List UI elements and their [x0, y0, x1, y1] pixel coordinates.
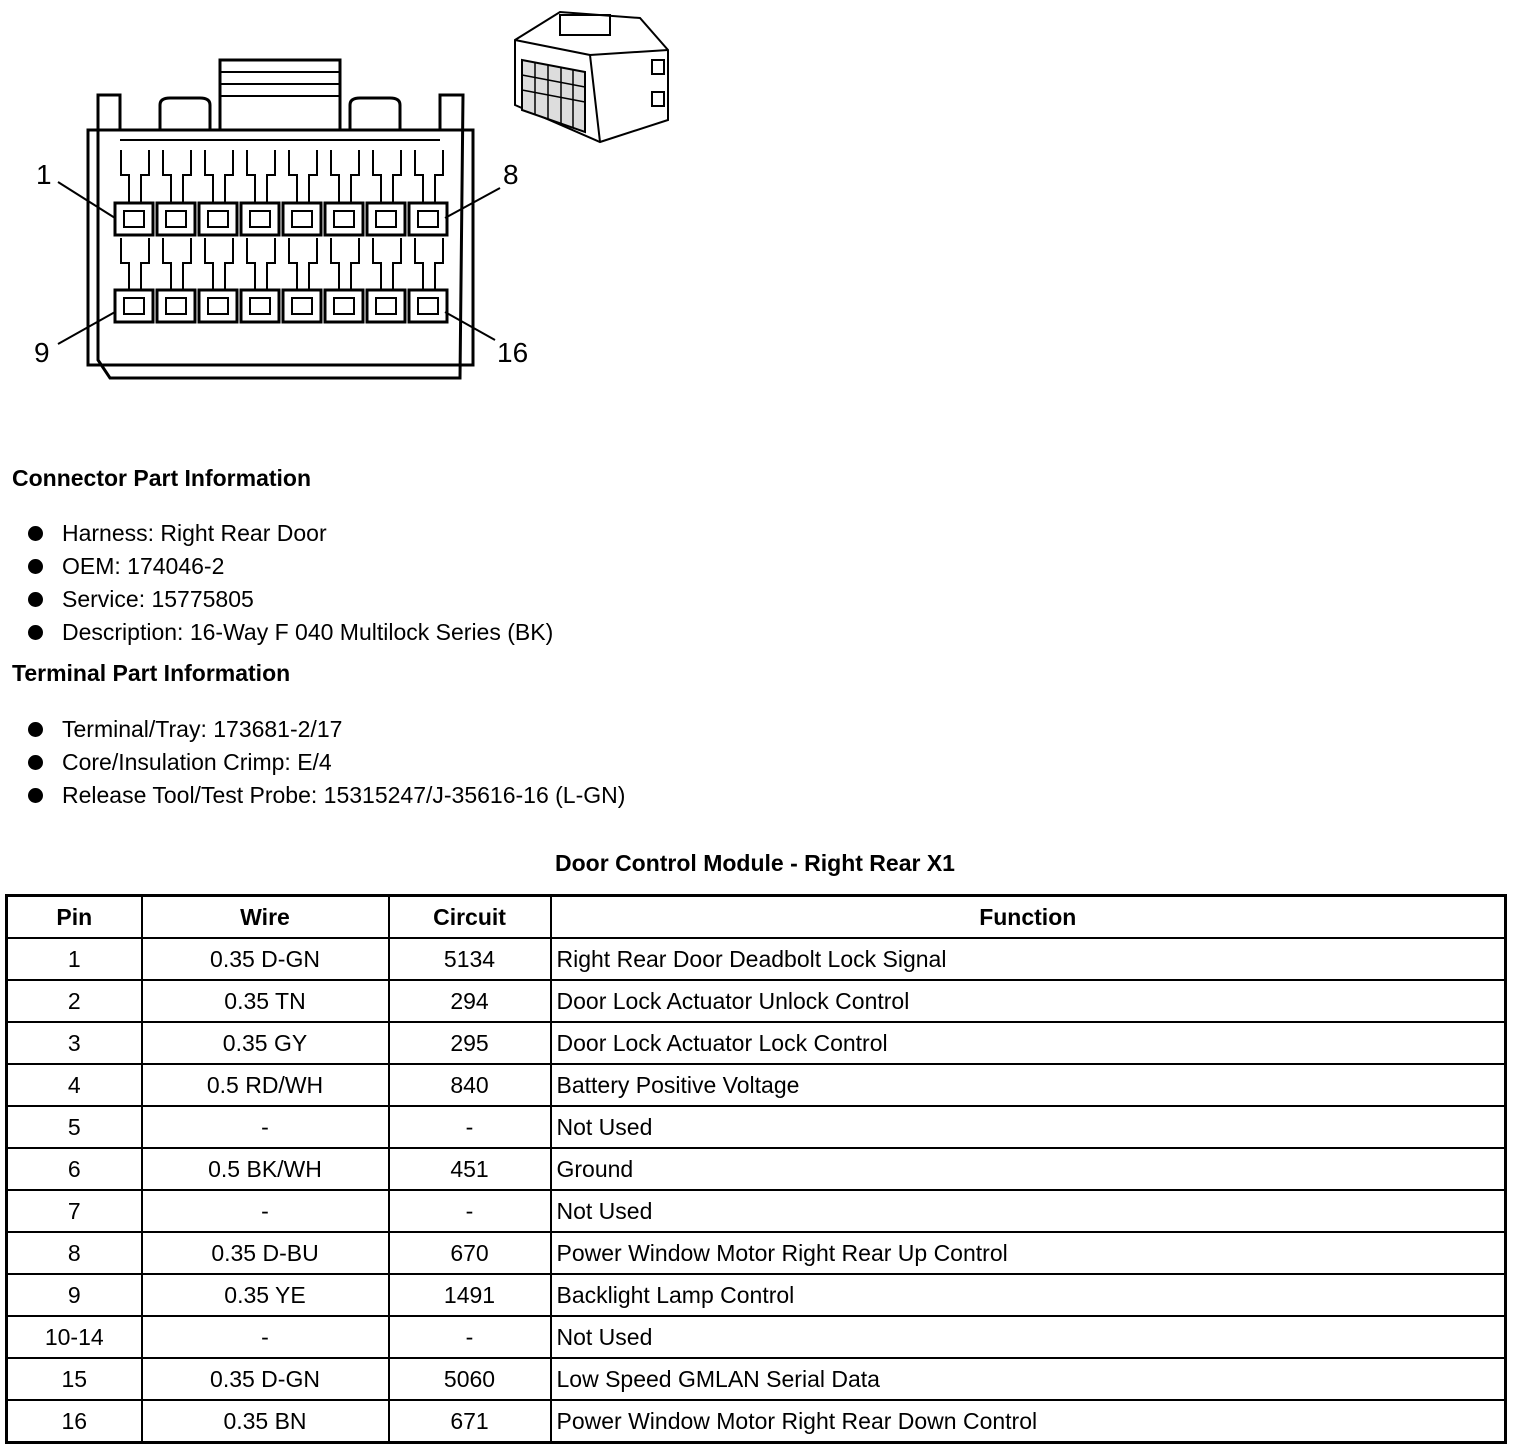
cavity-terminal-opening [418, 211, 438, 227]
cavity-10 [157, 290, 195, 322]
pinout-table [5, 894, 1507, 1444]
connector-info-list [28, 517, 553, 649]
list-item: Terminal/Tray: 173681-2/17 [28, 713, 625, 746]
cavity-1 [115, 203, 153, 235]
cavity-terminal-opening [208, 211, 228, 227]
cell-wire: - [142, 1106, 389, 1148]
cavity-latch [205, 150, 233, 203]
table-title: Door Control Module - Right Rear X1 [555, 850, 955, 876]
cell-function: Power Window Motor Right Rear Up Control [551, 1232, 1506, 1274]
bullet-icon [28, 592, 43, 607]
cavity-latch [289, 150, 317, 203]
cell-function: Not Used [551, 1106, 1506, 1148]
table-row [7, 1358, 1506, 1400]
cavity-terminal-opening [250, 298, 270, 314]
table-row [7, 1106, 1506, 1148]
cell-circuit: 294 [389, 980, 551, 1022]
pin-label-8: 8 [503, 159, 519, 190]
cell-circuit: 670 [389, 1232, 551, 1274]
cell-circuit: - [389, 1106, 551, 1148]
pin-label-9: 9 [34, 337, 50, 368]
table-row [7, 980, 1506, 1022]
terminal-info-list [28, 713, 625, 812]
cavity-terminal-opening [334, 211, 354, 227]
cavity-7 [367, 203, 405, 235]
cell-circuit: - [389, 1190, 551, 1232]
cell-pin: 7 [7, 1190, 142, 1232]
pin-label-16: 16 [497, 337, 529, 368]
header-function: Function [551, 896, 1506, 939]
cell-function: Low Speed GMLAN Serial Data [551, 1358, 1506, 1400]
table-row [7, 1316, 1506, 1358]
cavity-16 [409, 290, 447, 322]
cavity-2 [157, 203, 195, 235]
cavity-5 [283, 203, 321, 235]
table-row [7, 1274, 1506, 1316]
cavity-terminal-opening [124, 211, 144, 227]
list-item: Core/Insulation Crimp: E/4 [28, 746, 625, 779]
cavity-latch [373, 150, 401, 203]
cell-function: Battery Positive Voltage [551, 1064, 1506, 1106]
cavity-terminal-opening [292, 298, 312, 314]
header-circuit: Circuit [389, 896, 551, 939]
table-row [7, 1190, 1506, 1232]
cell-pin: 9 [7, 1274, 142, 1316]
cavity-latch [247, 150, 275, 203]
cell-pin: 6 [7, 1148, 142, 1190]
cell-wire: - [142, 1316, 389, 1358]
cell-pin: 8 [7, 1232, 142, 1274]
cell-wire: - [142, 1190, 389, 1232]
cell-wire: 0.35 D-GN [142, 1358, 389, 1400]
cell-pin: 4 [7, 1064, 142, 1106]
cell-circuit: - [389, 1316, 551, 1358]
cell-function: Backlight Lamp Control [551, 1274, 1506, 1316]
cell-function: Door Lock Actuator Unlock Control [551, 980, 1506, 1022]
cell-pin: 3 [7, 1022, 142, 1064]
table-row [7, 1064, 1506, 1106]
cavity-terminal-opening [166, 211, 186, 227]
cell-function: Door Lock Actuator Lock Control [551, 1022, 1506, 1064]
header-wire: Wire [142, 896, 389, 939]
list-item: Description: 16-Way F 040 Multilock Series (BK) [28, 616, 553, 649]
cavity-terminal-opening [166, 298, 186, 314]
cavity-latch [331, 238, 359, 290]
header-pin: Pin [7, 896, 142, 939]
cavity-latch [247, 238, 275, 290]
cavity-terminal-opening [334, 298, 354, 314]
cavity-3 [199, 203, 237, 235]
cavity-terminal-opening [208, 298, 228, 314]
cell-function: Power Window Motor Right Rear Down Control [551, 1400, 1506, 1443]
cell-circuit: 5134 [389, 938, 551, 980]
cavity-terminal-opening [292, 211, 312, 227]
cell-pin: 2 [7, 980, 142, 1022]
cavity-latch [121, 150, 149, 203]
cavity-terminal-opening [376, 298, 396, 314]
table-header-row [7, 896, 1506, 939]
cell-wire: 0.5 BK/WH [142, 1148, 389, 1190]
cavity-8 [409, 203, 447, 235]
cavity-latch [415, 238, 443, 290]
cavity-latch [163, 150, 191, 203]
cavity-terminal-opening [376, 211, 396, 227]
cavity-11 [199, 290, 237, 322]
cavity-6 [325, 203, 363, 235]
cell-circuit: 295 [389, 1022, 551, 1064]
cavity-4 [241, 203, 279, 235]
cavity-latch [205, 238, 233, 290]
cell-pin: 10-14 [7, 1316, 142, 1358]
connector-diagram [0, 0, 700, 420]
cavity-15 [367, 290, 405, 322]
cavity-terminal-opening [418, 298, 438, 314]
cell-circuit: 451 [389, 1148, 551, 1190]
cell-wire: 0.35 D-GN [142, 938, 389, 980]
pin-label-1: 1 [36, 159, 52, 190]
cell-wire: 0.5 RD/WH [142, 1064, 389, 1106]
table-row [7, 1400, 1506, 1443]
cell-circuit: 5060 [389, 1358, 551, 1400]
bullet-icon [28, 722, 43, 737]
table-row [7, 1022, 1506, 1064]
list-item: Release Tool/Test Probe: 15315247/J-35616-16 (L-GN) [28, 779, 625, 812]
cell-pin: 5 [7, 1106, 142, 1148]
cell-wire: 0.35 BN [142, 1400, 389, 1443]
cell-function: Not Used [551, 1190, 1506, 1232]
cavity-9 [115, 290, 153, 322]
connector-info-title: Connector Part Information [12, 465, 312, 491]
list-item: Harness: Right Rear Door [28, 517, 553, 550]
cavity-latch [121, 238, 149, 290]
cavity-terminal-opening [250, 211, 270, 227]
table-row [7, 1148, 1506, 1190]
cell-function: Not Used [551, 1316, 1506, 1358]
connector-isometric-image [515, 12, 668, 142]
bullet-icon [28, 788, 43, 803]
cavity-terminal-opening [124, 298, 144, 314]
cell-wire: 0.35 YE [142, 1274, 389, 1316]
cell-wire: 0.35 TN [142, 980, 389, 1022]
list-item: Service: 15775805 [28, 583, 553, 616]
bullet-icon [28, 625, 43, 640]
cavity-latch [163, 238, 191, 290]
cavity-14 [325, 290, 363, 322]
cell-function: Right Rear Door Deadbolt Lock Signal [551, 938, 1506, 980]
cell-circuit: 1491 [389, 1274, 551, 1316]
bullet-icon [28, 526, 43, 541]
cell-wire: 0.35 D-BU [142, 1232, 389, 1274]
list-item: OEM: 174046-2 [28, 550, 553, 583]
cell-pin: 1 [7, 938, 142, 980]
table-row [7, 1232, 1506, 1274]
cell-function: Ground [551, 1148, 1506, 1190]
cavity-13 [283, 290, 321, 322]
terminal-info-title: Terminal Part Information [12, 660, 291, 686]
cell-pin: 16 [7, 1400, 142, 1443]
cell-wire: 0.35 GY [142, 1022, 389, 1064]
cavity-12 [241, 290, 279, 322]
cavity-latch [331, 150, 359, 203]
cavity-latch [373, 238, 401, 290]
cavity-latch [415, 150, 443, 203]
table-row [7, 938, 1506, 980]
cavity-latch [289, 238, 317, 290]
cell-circuit: 671 [389, 1400, 551, 1443]
cell-circuit: 840 [389, 1064, 551, 1106]
bullet-icon [28, 559, 43, 574]
cell-pin: 15 [7, 1358, 142, 1400]
bullet-icon [28, 755, 43, 770]
